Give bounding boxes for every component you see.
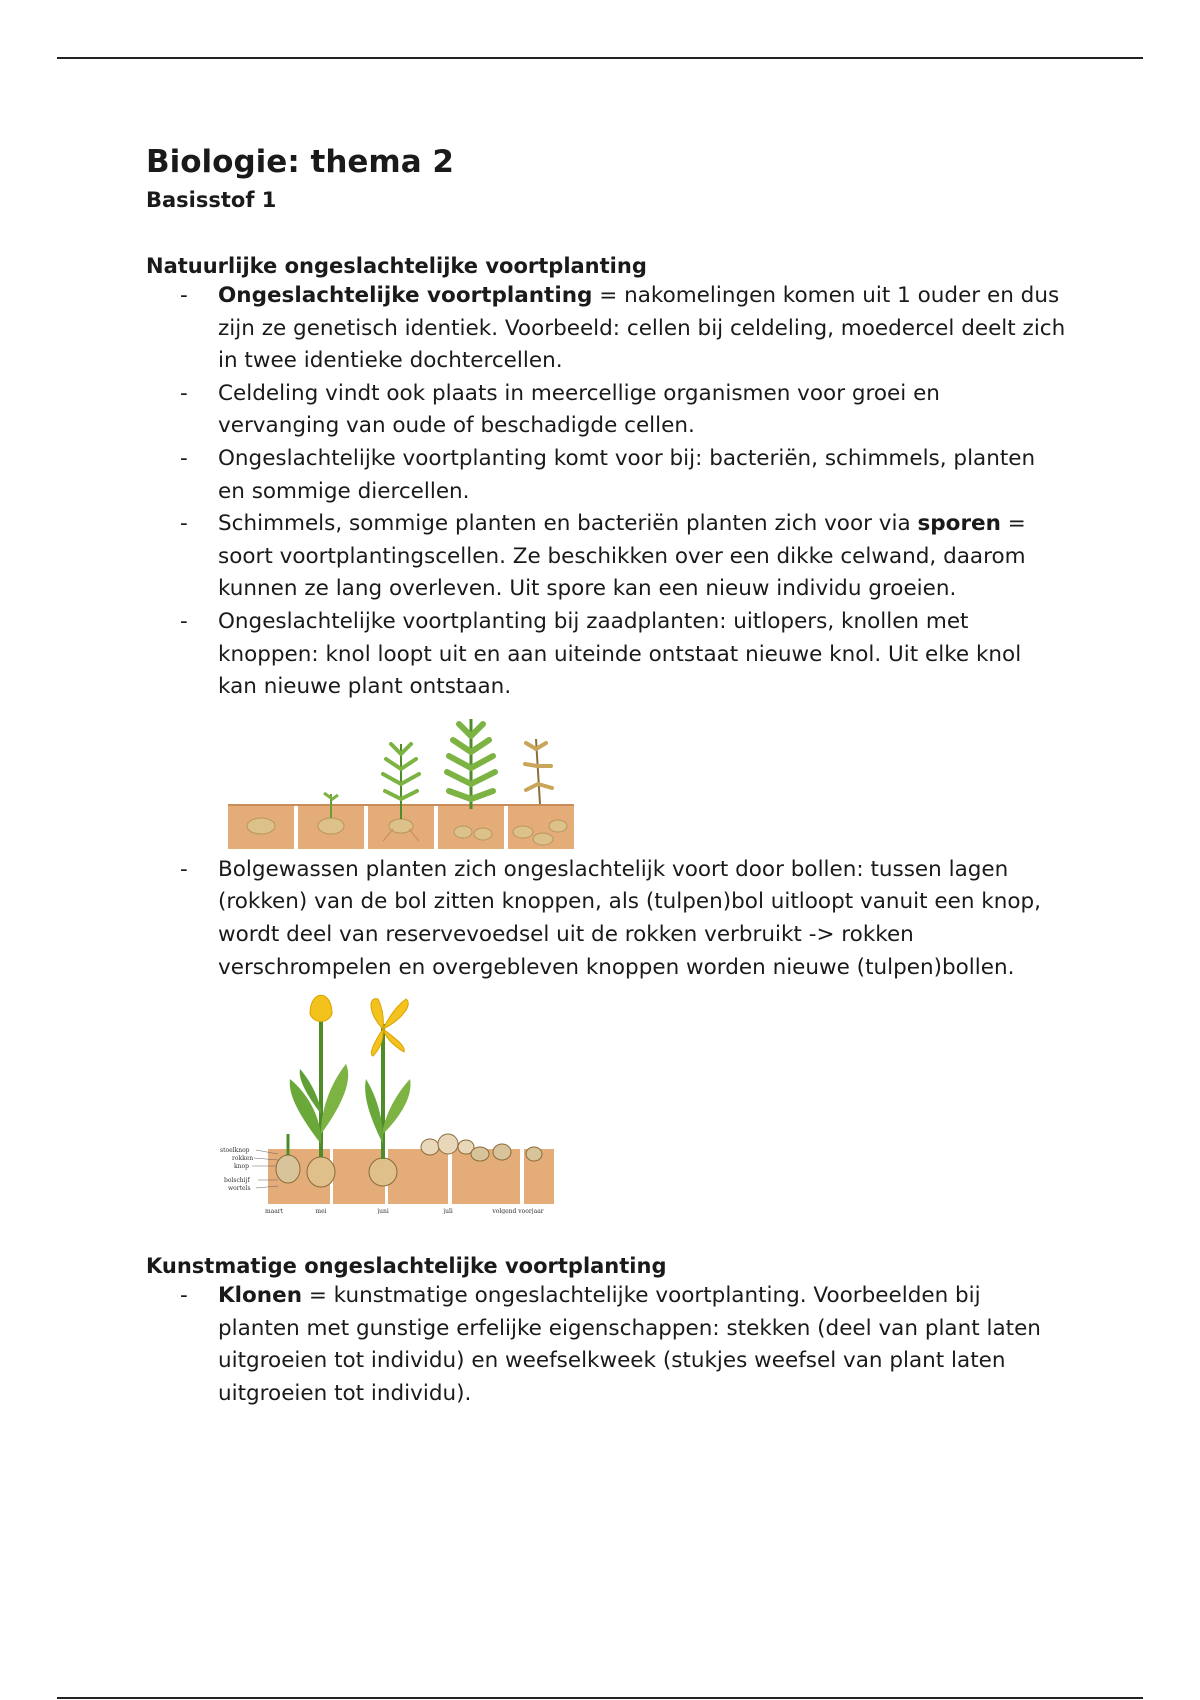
term: Klonen: [218, 1283, 302, 1309]
list-item: [146, 378, 1066, 443]
potato-growth-illustration: [218, 704, 588, 854]
month-label: volgend voorjaar: [492, 1208, 544, 1215]
label-knop: knop: [234, 1163, 249, 1171]
label-stoelknop: stoelknop: [220, 1147, 250, 1155]
definition: = soort voortplantingscellen. Ze beschikken over een dikke celwand, daarom kunnen ze lang overleven. Uit spore kan een nieuw individu groeien.: [218, 511, 1026, 602]
section-heading-natural: Natuurlijke ongeslachtelijke voortplanting: [146, 254, 647, 278]
list-item: [146, 854, 1066, 984]
item-text: Celdeling vindt ook plaats in meercellige organismen voor groei en vervanging van oude of beschadigde cellen.: [218, 380, 940, 439]
item-text: Ongeslachtelijke voortplanting komt voor bij: bacteriën, schimmels, planten en sommige diercellen.: [218, 445, 1036, 504]
page-subtitle: Basisstof 1: [146, 188, 277, 212]
page-title: Biologie: thema 2: [146, 144, 455, 180]
section-heading-artificial: Kunstmatige ongeslachtelijke voortplanting: [146, 1254, 667, 1279]
term: sporen: [917, 511, 1001, 537]
artificial-list: [146, 1280, 1066, 1410]
tulip-growth-figure: [218, 984, 1066, 1214]
item-text: Ongeslachtelijke voortplanting bij zaadplanten: uitlopers, knollen met knoppen: knol loopt uit en aan uiteinde ontstaat nieuwe knol. Uit elke knol kan nieuwe plant ontstaan.: [218, 608, 1022, 700]
item-text: Schimmels, sommige planten en bacteriën planten zich voor via: [218, 511, 918, 537]
month-label: juni: [377, 1208, 389, 1215]
tulip-growth-illustration: [218, 984, 558, 1214]
month-label: maart: [264, 1208, 284, 1215]
list-item: [146, 280, 1066, 378]
definition: = nakomelingen komen uit 1 ouder en dus zijn ze genetisch identiek. Voorbeeld: cellen bij celdeling, moedercel deelt zich in twee identieke dochtercellen.: [218, 283, 1066, 374]
definition: = kunstmatige ongeslachtelijke voortplanting. Voorbeelden bij planten met gunstige erfelijke eigenschappen: stekken (deel van plant laten uitgroeien tot individu) en weefselkweek (stukjes weefsel van plant laten uitgroeien tot individu).: [218, 1283, 1041, 1406]
potato-growth-figure: [218, 704, 1066, 854]
label-bolschijf: bolschijf: [224, 1177, 250, 1185]
list-item: [146, 1280, 1066, 1410]
label-rokken: rokken: [232, 1155, 254, 1163]
list-item: [146, 443, 1066, 508]
month-label: juli: [443, 1208, 453, 1215]
page-content: [146, 140, 1066, 1410]
natural-list: [146, 280, 1066, 704]
list-item: [146, 606, 1066, 704]
bottom-rule: [57, 1697, 1143, 1699]
label-wortels: wortels: [228, 1185, 251, 1193]
term: Ongeslachtelijke voortplanting: [218, 283, 593, 308]
top-rule: [57, 57, 1143, 59]
natural-list-continued: [146, 854, 1066, 984]
list-item: [146, 508, 1066, 606]
item-text: Bolgewassen planten zich ongeslachtelijk voort door bollen: tussen lagen (rokken) van de bol zitten knoppen, als (tulpen)bol uitloopt vanuit een knop, wordt deel van reservevoedsel uit de rokken verbruikt -> rokken verschrompelen en overgebleven knoppen worden nieuwe (tulpen)bollen.: [218, 856, 1041, 980]
month-label: mei: [315, 1208, 327, 1215]
